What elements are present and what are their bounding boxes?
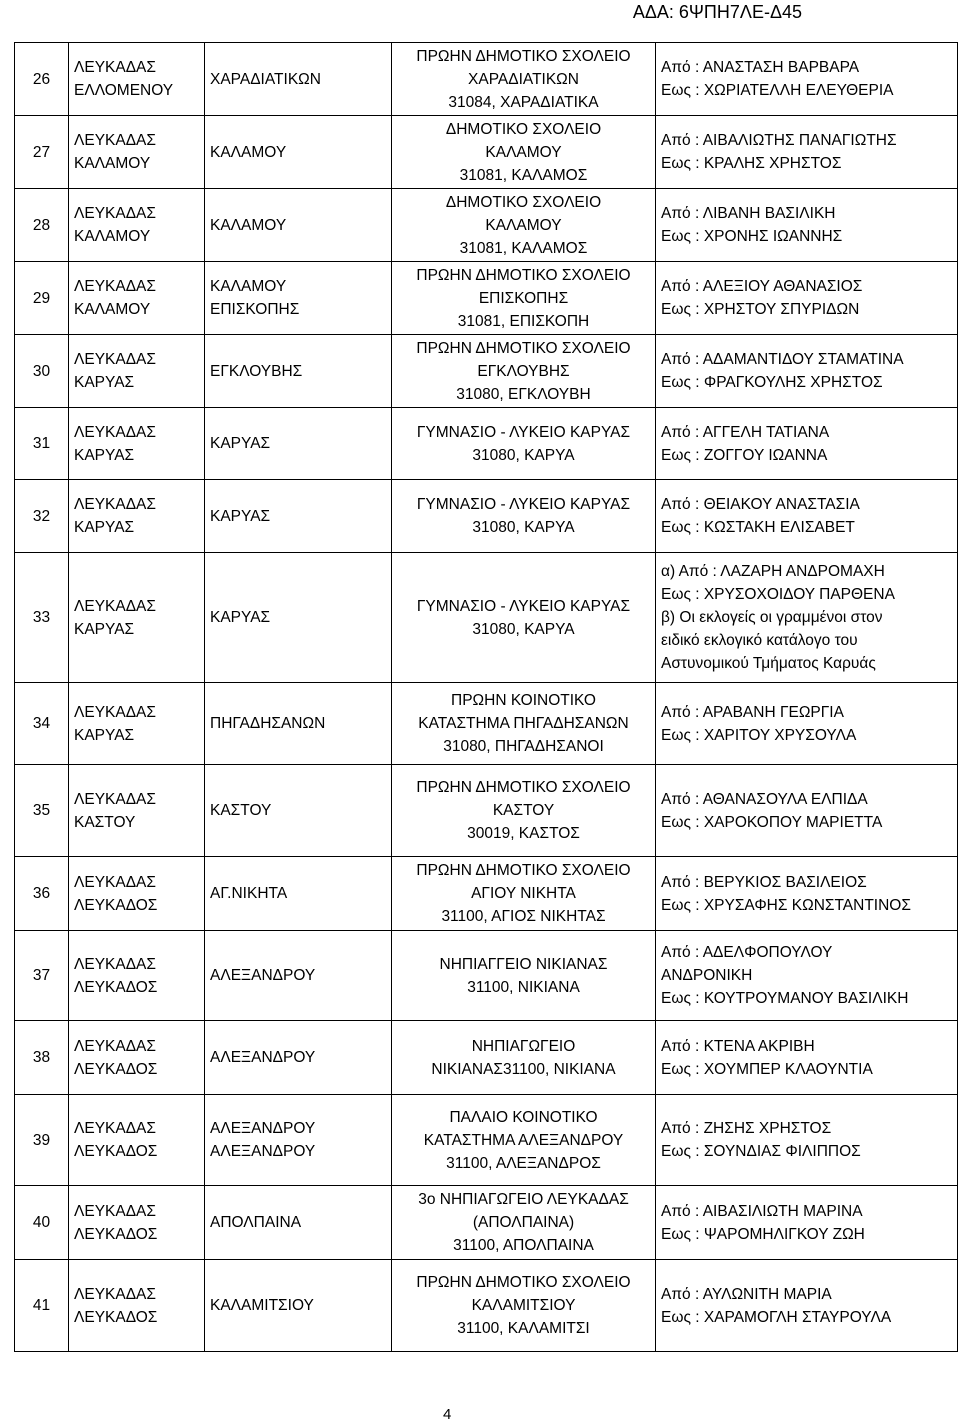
table-row <box>15 1095 958 1186</box>
page-number: 4 <box>443 1406 452 1423</box>
polling-station-cell-line: ΚΑΣΤΟΥ <box>492 802 555 819</box>
municipality-cell-line: ΚΑΛΑΜΟΥ <box>74 301 151 318</box>
polling-station-cell-line: ΔΗΜΟΤΙΚΟ ΣΧΟΛΕΙΟ <box>445 120 602 138</box>
community-cell-line: ΚΑΡΥΑΣ <box>210 609 271 626</box>
row-number: 27 <box>15 116 69 189</box>
polling-station-cell <box>392 683 656 765</box>
community-cell <box>205 480 392 553</box>
municipality-cell <box>69 683 205 765</box>
voters-range-cell <box>656 408 958 480</box>
polling-station-cell-line: ΓΥΜΝΑΣΙΟ - ΛΥΚΕΙΟ ΚΑΡΥΑΣ <box>416 597 631 615</box>
polling-station-cell-line: ΑΓΙΟΥ ΝΙΚΗΤΑ <box>471 885 576 902</box>
voters-range-cell-line: α) Από : ΛΑΖΑΡΗ ΑΝΔΡΟΜΑΧΗ <box>661 563 885 580</box>
voters-range-cell-line: Από : ΑΔΕΛΦΟΠΟΥΛΟΥ <box>661 944 833 961</box>
voters-range-cell-line: Εως : ΧΡΥΣΑΦΗΣ ΚΩΝΣΤΑΝΤΙΝΟΣ <box>661 896 911 914</box>
table-row <box>15 553 958 683</box>
community-cell-line: ΕΓΚΛΟΥΒΗΣ <box>210 362 303 380</box>
polling-station-cell-line: 3ο ΝΗΠΙΑΓΩΓΕΙΟ ΛΕΥΚΑΔΑΣ <box>418 1191 629 1208</box>
polling-station-cell <box>392 1021 656 1095</box>
municipality-cell <box>69 1186 205 1260</box>
polling-station-cell-line: ΓΥΜΝΑΣΙΟ - ΛΥΚΕΙΟ ΚΑΡΥΑΣ <box>416 496 631 513</box>
voters-range-cell-line: Από : ΑΔΑΜΑΝΤΙΔΟΥ ΣΤΑΜΑΤΙΝΑ <box>661 351 904 368</box>
municipality-cell-line: ΛΕΥΚΑΔΑΣ <box>74 132 156 149</box>
polling-station-cell-line: 31081, ΚΑΛΑΜΟΣ <box>459 239 588 257</box>
table-row <box>15 189 958 262</box>
table-row <box>15 480 958 553</box>
municipality-cell-line: ΛΕΥΚΑΔΟΣ <box>74 1060 158 1078</box>
voters-range-cell-line: Από : ΑΙΒΑΣΙΛΙΩΤΗ ΜΑΡΙΝΑ <box>661 1202 863 1220</box>
row-number: 29 <box>15 262 69 335</box>
municipality-cell-line: ΛΕΥΚΑΔΑΣ <box>74 1202 156 1220</box>
municipality-cell-line: ΚΑΛΑΜΟΥ <box>74 155 151 172</box>
polling-station-cell <box>392 335 656 408</box>
polling-station-cell <box>392 1186 656 1260</box>
table-row <box>15 1021 958 1095</box>
municipality-cell <box>69 857 205 931</box>
row-number: 35 <box>15 765 69 857</box>
polling-station-cell <box>392 765 656 857</box>
table-row <box>15 335 958 408</box>
municipality-cell <box>69 1021 205 1095</box>
polling-station-cell-line: ΠΡΩΗΝ ΚΟΙΝΟΤΙΚΟ <box>451 692 596 709</box>
municipality-cell-line: ΛΕΥΚΑΔΑΣ <box>74 278 156 295</box>
community-cell-line: ΑΛΕΞΑΝΔΡΟΥ <box>210 1143 316 1160</box>
community-cell <box>205 683 392 765</box>
community-cell <box>205 765 392 857</box>
community-cell-line: ΠΗΓΑΔΗΣΑΝΩΝ <box>210 715 326 732</box>
municipality-cell <box>69 408 205 480</box>
row-number: 32 <box>15 480 69 553</box>
municipality-cell <box>69 1095 205 1186</box>
polling-station-cell-line: ΠΡΩΗΝ ΔΗΜΟΤΙΚΟ ΣΧΟΛΕΙΟ <box>416 1274 631 1291</box>
polling-station-cell-line: 31081, ΚΑΛΑΜΟΣ <box>459 166 588 184</box>
municipality-cell-line: ΛΕΥΚΑΔΑΣ <box>74 423 156 441</box>
polling-station-cell-line: ΠΡΩΗΝ ΔΗΜΟΤΙΚΟ ΣΧΟΛΕΙΟ <box>416 266 631 284</box>
municipality-cell-line: ΛΕΥΚΑΔΟΣ <box>74 896 158 914</box>
municipality-cell-line: ΛΕΥΚΑΔΑΣ <box>74 59 156 76</box>
table-row <box>15 262 958 335</box>
municipality-cell-line: ΛΕΥΚΑΔΑΣ <box>74 703 156 721</box>
municipality-cell <box>69 189 205 262</box>
polling-station-cell-line: 31100, ΝΙΚΙΑΝΑ <box>467 978 580 996</box>
table-row <box>15 1260 958 1352</box>
community-cell-line: ΚΑΡΥΑΣ <box>210 435 271 452</box>
polling-station-cell-line: ΧΑΡΑΔΙΑΤΙΚΩΝ <box>468 70 579 88</box>
municipality-cell-line: ΚΑΡΥΑΣ <box>74 519 135 536</box>
polling-station-cell-line: 31100, ΑΛΕΞΑΝΔΡΟΣ <box>446 1154 601 1172</box>
table-row <box>15 683 958 765</box>
table-row <box>15 1186 958 1260</box>
voters-range-cell-line: Εως : ΧΟΥΜΠΕΡ ΚΛΑΟΥΝΤΙΑ <box>661 1060 873 1078</box>
voters-range-cell <box>656 857 958 931</box>
voters-range-cell-line: ειδικό εκλογικό κατάλογο του <box>661 632 858 649</box>
community-cell <box>205 1260 392 1352</box>
row-number: 38 <box>15 1021 69 1095</box>
polling-station-cell-line: 31080, ΠΗΓΑΔΗΣΑΝΟΙ <box>443 738 604 755</box>
community-cell <box>205 1186 392 1260</box>
table-row <box>15 857 958 931</box>
polling-station-cell-line: (ΑΠΟΛΠΑΙΝΑ) <box>472 1214 575 1231</box>
polling-station-cell-line: 31100, ΚΑΛΑΜΙΤΣΙ <box>457 1320 590 1337</box>
polling-station-cell-line: ΝΙΚΙΑΝΑΣ31100, ΝΙΚΙΑΝΑ <box>431 1060 616 1078</box>
community-cell-line: ΚΑΛΑΜΙΤΣΙΟΥ <box>210 1297 314 1314</box>
voters-range-cell-line: Εως : ΨΑΡΟΜΗΛΙΓΚΟΥ ΖΩΗ <box>661 1225 865 1243</box>
voters-range-cell-line: Εως : ΣΟΥΝΔΙΑΣ ΦΙΛΙΠΠΟΣ <box>661 1143 861 1160</box>
voters-range-cell-line: Από : ΖΗΣΗΣ ΧΡΗΣΤΟΣ <box>661 1120 832 1137</box>
polling-station-cell <box>392 931 656 1021</box>
voters-range-cell-line: Εως : ΦΡΑΓΚΟΥΛΗΣ ΧΡΗΣΤΟΣ <box>661 374 883 391</box>
polling-station-cell-line: ΠΡΩΗΝ ΔΗΜΟΤΙΚΟ ΣΧΟΛΕΙΟ <box>416 47 631 65</box>
voters-range-cell-line: Από : ΚΤΕΝΑ ΑΚΡΙΒΗ <box>661 1037 815 1055</box>
voters-range-cell <box>656 1095 958 1186</box>
voters-range-cell-line: Εως : ΖΟΓΓΟΥ ΙΩΑΝΝΑ <box>661 446 828 464</box>
voters-range-cell <box>656 262 958 335</box>
voters-range-cell-line: Εως : ΧΑΡΙΤΟΥ ΧΡΥΣΟΥΛΑ <box>661 726 857 744</box>
municipality-cell-line: ΚΑΛΑΜΟΥ <box>74 228 151 245</box>
polling-station-cell-line: ΚΑΛΑΜΟΥ <box>485 143 562 161</box>
municipality-cell <box>69 335 205 408</box>
table-row <box>15 43 958 116</box>
polling-stations-table <box>14 42 958 1352</box>
municipality-cell <box>69 480 205 553</box>
community-cell-line: ΚΑΛΑΜΟΥ <box>210 278 287 295</box>
voters-range-cell-line: Από : ΒΕΡΥΚΙΟΣ ΒΑΣΙΛΕΙΟΣ <box>661 873 867 891</box>
municipality-cell-line: ΛΕΥΚΑΔΑΣ <box>74 351 156 368</box>
polling-station-cell <box>392 408 656 480</box>
community-cell-line: ΚΑΣΤΟΥ <box>210 802 272 819</box>
voters-range-cell-line: Από : ΘΕΙΑΚΟΥ ΑΝΑΣΤΑΣΙΑ <box>661 496 860 513</box>
ada-header: ΑΔΑ: 6ΨΠΗ7ΛΕ-Δ45 <box>632 2 802 22</box>
voters-range-cell <box>656 480 958 553</box>
municipality-cell-line: ΛΕΥΚΑΔΑΣ <box>74 1120 156 1137</box>
table-row <box>15 765 958 857</box>
municipality-cell-line: ΛΕΥΚΑΔΑΣ <box>74 1285 156 1303</box>
row-number: 39 <box>15 1095 69 1186</box>
voters-range-cell-line: Εως : ΧΡΗΣΤΟΥ ΣΠΥΡΙΔΩΝ <box>661 301 860 318</box>
community-cell-line: ΑΛΕΞΑΝΔΡΟΥ <box>210 967 316 984</box>
polling-station-cell-line: ΕΓΚΛΟΥΒΗΣ <box>477 362 570 380</box>
row-number: 41 <box>15 1260 69 1352</box>
polling-station-cell <box>392 1260 656 1352</box>
row-number: 33 <box>15 553 69 683</box>
polling-station-cell-line: ΠΑΛΑΙΟ ΚΟΙΝΟΤΙΚΟ <box>449 1108 598 1126</box>
voters-range-cell <box>656 553 958 683</box>
voters-range-cell <box>656 43 958 116</box>
voters-range-cell-line: Εως : ΧΑΡΟΚΟΠΟΥ ΜΑΡΙΕΤΤΑ <box>661 813 883 831</box>
table-row <box>15 116 958 189</box>
municipality-cell-line: ΚΑΡΥΑΣ <box>74 726 135 744</box>
community-cell <box>205 189 392 262</box>
polling-station-cell <box>392 480 656 553</box>
voters-range-cell-line: Εως : ΧΑΡΑΜΟΓΛΗ ΣΤΑΥΡΟΥΛΑ <box>661 1308 892 1326</box>
municipality-cell-line: ΚΑΡΥΑΣ <box>74 374 135 391</box>
community-cell <box>205 116 392 189</box>
voters-range-cell-line: Από : ΑΘΑΝΑΣΟΥΛΑ ΕΛΠΙΔΑ <box>661 790 868 808</box>
table-row <box>15 408 958 480</box>
voters-range-cell-line: Εως : ΧΩΡΙΑΤΕΛΛΗ ΕΛΕΥΘΕΡΙΑ <box>661 82 894 99</box>
polling-station-cell <box>392 189 656 262</box>
community-cell-line: ΕΠΙΣΚΟΠΗΣ <box>210 301 300 318</box>
voters-range-cell-line: Εως : ΧΡΟΝΗΣ ΙΩΑΝΝΗΣ <box>661 228 843 245</box>
voters-range-cell-line: Εως : ΚΟΥΤΡΟΥΜΑΝΟΥ ΒΑΣΙΛΙΚΗ <box>661 990 909 1007</box>
voters-range-cell <box>656 116 958 189</box>
community-cell-line: ΚΑΛΑΜΟΥ <box>210 216 287 234</box>
municipality-cell <box>69 116 205 189</box>
community-cell-line: ΚΑΛΑΜΟΥ <box>210 143 287 161</box>
row-number: 36 <box>15 857 69 931</box>
polling-station-cell-line: 31080, ΕΓΚΛΟΥΒΗ <box>456 385 591 403</box>
polling-station-cell-line: 31100, ΑΠΟΛΠΑΙΝΑ <box>453 1237 594 1254</box>
polling-station-cell-line: 31080, ΚΑΡΥΑ <box>472 620 575 638</box>
community-cell <box>205 1095 392 1186</box>
municipality-cell <box>69 262 205 335</box>
polling-station-cell <box>392 553 656 683</box>
voters-range-cell-line: β) Οι εκλογείς οι γραμμένοι στον <box>661 609 883 626</box>
polling-station-cell-line: ΝΗΠΙΑΓΩΓΕΙΟ <box>471 1037 576 1055</box>
municipality-cell-line: ΛΕΥΚΑΔΑΣ <box>74 955 156 973</box>
municipality-cell <box>69 1260 205 1352</box>
polling-station-cell-line: 31100, ΑΓΙΟΣ ΝΙΚΗΤΑΣ <box>441 908 606 925</box>
voters-range-cell-line: Από : ΑΙΒΑΛΙΩΤΗΣ ΠΑΝΑΓΙΩΤΗΣ <box>661 132 897 149</box>
community-cell <box>205 553 392 683</box>
municipality-cell-line: ΚΑΣΤΟΥ <box>74 813 136 831</box>
voters-range-cell <box>656 765 958 857</box>
municipality-cell-line: ΛΕΥΚΑΔΑΣ <box>74 597 156 615</box>
voters-range-cell-line: Εως : ΚΩΣΤΑΚΗ ΕΛΙΣΑΒΕΤ <box>661 519 855 536</box>
voters-range-cell <box>656 1260 958 1352</box>
polling-station-cell-line: 31084, ΧΑΡΑΔΙΑΤΙΚΑ <box>448 93 599 111</box>
polling-station-cell-line: ΠΡΩΗΝ ΔΗΜΟΤΙΚΟ ΣΧΟΛΕΙΟ <box>416 339 631 357</box>
row-number: 34 <box>15 683 69 765</box>
community-cell-line: ΑΛΕΞΑΝΔΡΟΥ <box>210 1120 316 1137</box>
voters-range-cell-line: Από : ΑΛΕΞΙΟΥ ΑΘΑΝΑΣΙΟΣ <box>661 278 863 295</box>
voters-range-cell-line: Από : ΑΥΛΩΝΙΤΗ ΜΑΡΙΑ <box>661 1285 832 1303</box>
voters-range-cell <box>656 931 958 1021</box>
community-cell-line: ΑΛΕΞΑΝΔΡΟΥ <box>210 1049 316 1066</box>
polling-station-cell-line: ΚΑΤΑΣΤΗΜΑ ΠΗΓΑΔΗΣΑΝΩΝ <box>418 715 629 732</box>
municipality-cell-line: ΚΑΡΥΑΣ <box>74 620 135 638</box>
polling-station-cell-line: 31081, ΕΠΙΣΚΟΠΗ <box>457 312 590 330</box>
voters-range-cell <box>656 1021 958 1095</box>
community-cell-line: ΑΠΟΛΠΑΙΝΑ <box>210 1214 302 1231</box>
row-number: 28 <box>15 189 69 262</box>
voters-range-cell <box>656 189 958 262</box>
municipality-cell-line: ΕΛΛΟΜΕΝΟΥ <box>74 82 174 99</box>
polling-station-cell-line: ΕΠΙΣΚΟΠΗΣ <box>478 289 569 307</box>
polling-station-cell <box>392 857 656 931</box>
polling-station-cell-line: ΠΡΩΗΝ ΔΗΜΟΤΙΚΟ ΣΧΟΛΕΙΟ <box>416 779 631 796</box>
municipality-cell-line: ΛΕΥΚΑΔΟΣ <box>74 1308 158 1326</box>
municipality-cell <box>69 43 205 116</box>
municipality-cell-line: ΛΕΥΚΑΔΑΣ <box>74 873 156 891</box>
community-cell <box>205 857 392 931</box>
polling-station-cell-line: ΝΗΠΙΑΓΓΕΙΟ ΝΙΚΙΑΝΑΣ <box>439 955 608 973</box>
row-number: 31 <box>15 408 69 480</box>
row-number: 40 <box>15 1186 69 1260</box>
table-row <box>15 931 958 1021</box>
row-number: 37 <box>15 931 69 1021</box>
municipality-cell <box>69 765 205 857</box>
municipality-cell-line: ΛΕΥΚΑΔΟΣ <box>74 1143 158 1160</box>
municipality-cell-line: ΛΕΥΚΑΔΟΣ <box>74 978 158 996</box>
voters-range-cell <box>656 335 958 408</box>
voters-range-cell-line: Από : ΑΝΑΣΤΑΣΗ ΒΑΡΒΑΡΑ <box>661 59 860 76</box>
municipality-cell-line: ΛΕΥΚΑΔΑΣ <box>74 496 156 513</box>
community-cell <box>205 931 392 1021</box>
polling-station-cell-line: 30019, ΚΑΣΤΟΣ <box>467 825 580 842</box>
community-cell <box>205 1021 392 1095</box>
polling-station-cell-line: ΓΥΜΝΑΣΙΟ - ΛΥΚΕΙΟ ΚΑΡΥΑΣ <box>416 423 631 441</box>
polling-station-cell-line: ΔΗΜΟΤΙΚΟ ΣΧΟΛΕΙΟ <box>445 193 602 211</box>
voters-range-cell-line: Από : ΑΡΑΒΑΝΗ ΓΕΩΡΓΙΑ <box>661 703 844 721</box>
voters-range-cell-line: Αστυνομικού Τμήματος Καρυάς <box>661 655 876 672</box>
municipality-cell <box>69 931 205 1021</box>
polling-station-cell-line: ΠΡΩΗΝ ΔΗΜΟΤΙΚΟ ΣΧΟΛΕΙΟ <box>416 862 631 879</box>
community-cell <box>205 43 392 116</box>
polling-station-cell <box>392 116 656 189</box>
municipality-cell-line: ΚΑΡΥΑΣ <box>74 446 135 464</box>
municipality-cell-line: ΛΕΥΚΑΔΟΣ <box>74 1225 158 1243</box>
community-cell-line: ΑΓ.ΝΙΚΗΤΑ <box>210 885 288 902</box>
table-body <box>15 43 958 1352</box>
municipality-cell-line: ΛΕΥΚΑΔΑΣ <box>74 1037 156 1055</box>
row-number: 30 <box>15 335 69 408</box>
polling-station-cell <box>392 262 656 335</box>
municipality-cell-line: ΛΕΥΚΑΔΑΣ <box>74 205 156 222</box>
voters-range-cell <box>656 1186 958 1260</box>
voters-range-cell-line: Από : ΑΓΓΕΛΗ ΤΑΤΙΑΝΑ <box>661 423 830 441</box>
polling-station-cell-line: ΚΑΛΑΜΙΤΣΙΟΥ <box>471 1297 576 1314</box>
voters-range-cell <box>656 683 958 765</box>
polling-station-cell <box>392 43 656 116</box>
row-number: 26 <box>15 43 69 116</box>
community-cell <box>205 262 392 335</box>
community-cell-line: ΚΑΡΥΑΣ <box>210 507 271 525</box>
voters-range-cell-line: Εως : ΚΡΑΛΗΣ ΧΡΗΣΤΟΣ <box>661 155 842 172</box>
community-cell <box>205 408 392 480</box>
polling-station-cell-line: ΚΑΛΑΜΟΥ <box>485 216 562 234</box>
voters-range-cell-line: Από : ΛΙΒΑΝΗ ΒΑΣΙΛΙΚΗ <box>661 205 836 222</box>
polling-station-cell-line: 31080, ΚΑΡΥΑ <box>472 519 575 536</box>
voters-range-cell-line: ΑΝΔΡΟΝΙΚΗ <box>661 967 753 984</box>
voters-range-cell-line: Εως : ΧΡΥΣΟΧΟΙΔΟΥ ΠΑΡΘΕΝΑ <box>661 586 895 603</box>
municipality-cell <box>69 553 205 683</box>
polling-station-cell-line: ΚΑΤΑΣΤΗΜΑ ΑΛΕΞΑΝΔΡΟΥ <box>423 1131 624 1149</box>
polling-station-cell-line: 31080, ΚΑΡΥΑ <box>472 446 575 464</box>
community-cell <box>205 335 392 408</box>
municipality-cell-line: ΛΕΥΚΑΔΑΣ <box>74 790 156 808</box>
community-cell-line: ΧΑΡΑΔΙΑΤΙΚΩΝ <box>210 70 321 88</box>
polling-station-cell <box>392 1095 656 1186</box>
